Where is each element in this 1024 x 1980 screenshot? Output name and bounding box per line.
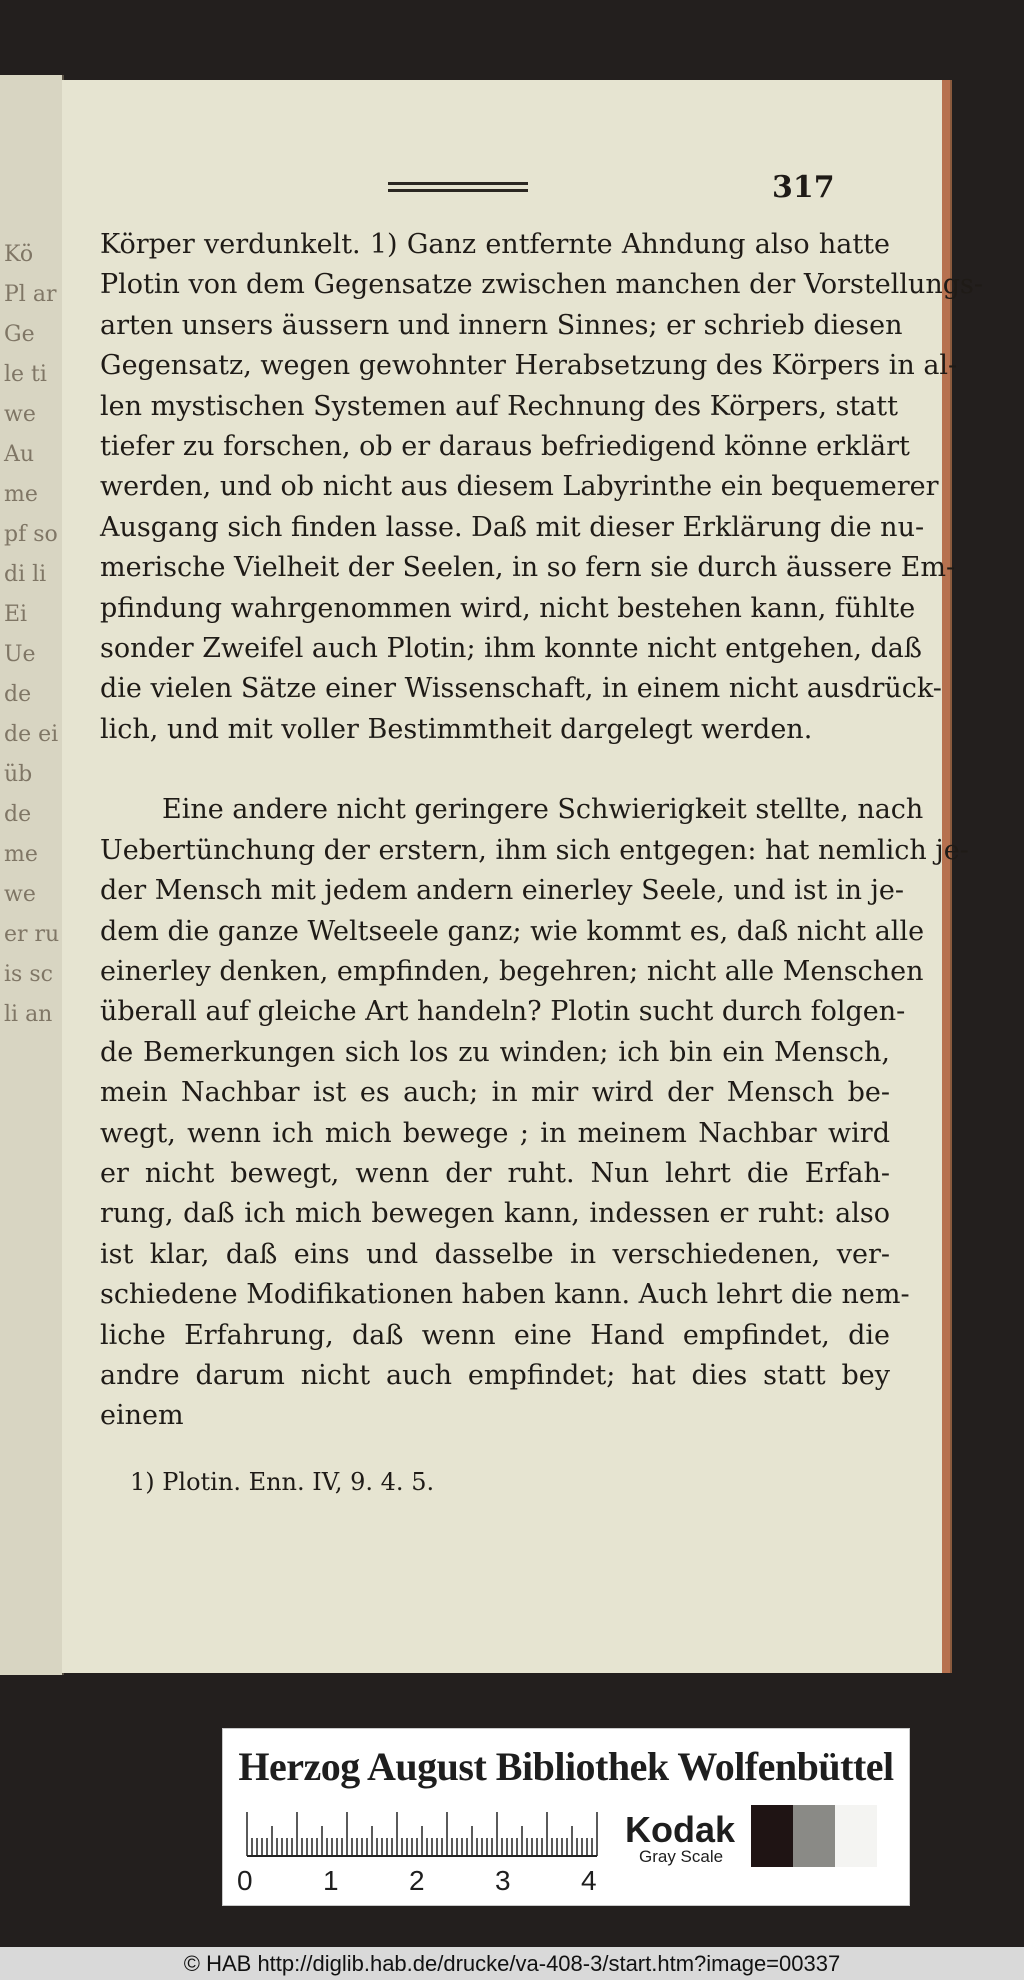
ruler-number: 2 bbox=[409, 1865, 425, 1896]
gray-swatch-light bbox=[835, 1805, 877, 1867]
text-line: einerley denken, empfinden, begehren; nicht alle Menschen bbox=[100, 955, 924, 987]
text-line: schiedene Modifikationen haben kann. Auch lehrt die nem- bbox=[100, 1279, 910, 1311]
book-page bbox=[62, 80, 983, 1673]
header-rule bbox=[388, 182, 528, 192]
paragraph-1 bbox=[100, 225, 983, 750]
text-line: lich, und mit voller Bestimmtheit dargelegt werden. bbox=[100, 713, 813, 745]
color-target-card bbox=[222, 1728, 910, 1906]
text-line: überall auf gleiche Art handeln? Plotin sucht durch folgen- bbox=[100, 996, 906, 1028]
text-line: merische Vielheit der Seelen, in so fern sie durch äussere Em- bbox=[100, 552, 956, 584]
footnote: 1) Plotin. Enn. IV, 9. 4. 5. bbox=[130, 1468, 435, 1496]
paragraph-2 bbox=[100, 790, 969, 1396]
ruler-scale bbox=[247, 1809, 617, 1857]
text-line: Ausgang sich finden lasse. Daß mit dieser Erklärung die nu- bbox=[100, 511, 925, 543]
page-body bbox=[100, 225, 983, 1437]
ruler-number: 3 bbox=[495, 1865, 511, 1896]
page-number: 317 bbox=[772, 170, 835, 205]
gray-swatch-dark bbox=[751, 1805, 793, 1867]
text-line: Uebertünchung der erstern, ihm sich entgegen: hat nemlich je- bbox=[100, 834, 969, 866]
text-line: er nicht bewegt, wenn der ruht. Nun lehrt die Erfah- bbox=[100, 1157, 890, 1189]
text-line: wegt, wenn ich mich bewege ; in meinem Nachbar wird bbox=[100, 1117, 890, 1149]
text-line: dem die ganze Weltseele ganz; wie kommt es, daß nicht alle bbox=[100, 915, 925, 947]
text-line: len mystischen Systemen auf Rechnung des Körpers, statt bbox=[100, 390, 899, 422]
kodak-logo: Kodak bbox=[625, 1809, 736, 1850]
text-line: Gegensatz, wegen gewohnter Herabsetzung des Körpers in al- bbox=[100, 350, 958, 382]
text-line: die vielen Sätze einer Wissenschaft, in einem nicht ausdrück- bbox=[100, 673, 942, 705]
ruler-number: 1 bbox=[323, 1865, 339, 1896]
library-title: Herzog August Bibliothek Wolfenbüttel bbox=[238, 1744, 894, 1789]
text-line: Plotin von dem Gegensatze zwischen manchen der Vorstellungs- bbox=[100, 269, 983, 301]
text-line: Eine andere nicht geringere Schwierigkeit stellte, nach bbox=[162, 794, 924, 826]
text-line: rung, daß ich mich bewegen kann, indessen er ruht: also bbox=[100, 1198, 890, 1230]
text-line: Körper verdunkelt. 1) Ganz entfernte Ahndung also hatte bbox=[100, 229, 890, 260]
text-line: pfindung wahrgenommen wird, nicht bestehen kann, fühlte bbox=[100, 592, 916, 624]
kodak-gray-scale-label: Gray Scale bbox=[639, 1847, 724, 1866]
text-line: andre darum nicht auch empfindet; hat dies statt bey bbox=[100, 1359, 890, 1391]
ruler-number: 4 bbox=[581, 1865, 597, 1896]
catchword: einem bbox=[100, 1400, 184, 1432]
text-line: tiefer zu forschen, ob er daraus befriedigend könne erklärt bbox=[100, 431, 910, 463]
facing-page-edge bbox=[0, 75, 64, 1675]
text-line: der Mensch mit jedem andern einerley Seele, und ist in je- bbox=[100, 875, 905, 907]
gray-swatch-mid bbox=[793, 1805, 835, 1867]
facing-page-text: Kö Pl ar Ge le ti we Au me pf so di li Ei Ue de de ei üb de me we er ru is sc li an bbox=[4, 242, 60, 1027]
text-line: liche Erfahrung, daß wenn eine Hand empfindet, die bbox=[100, 1319, 890, 1351]
text-line: mein Nachbar ist es auch; in mir wird der Mensch be- bbox=[100, 1077, 890, 1109]
ruler-numbers bbox=[237, 1865, 657, 1899]
copyright-footer: © HAB http://diglib.hab.de/drucke/va-408-3/start.htm?image=00337 bbox=[0, 1947, 1024, 1980]
text-line: werden, und ob nicht aus diesem Labyrinthe ein bequemerer bbox=[100, 471, 939, 503]
ruler-number: 0 bbox=[237, 1865, 253, 1896]
text-line: de Bemerkungen sich los zu winden; ich bin ein Mensch, bbox=[100, 1036, 890, 1068]
text-line: sonder Zweifel auch Plotin; ihm konnte nicht entgehen, daß bbox=[100, 633, 922, 665]
text-line: ist klar, daß eins und dasselbe in verschiedenen, ver- bbox=[100, 1238, 890, 1270]
text-line: arten unsers äussern und innern Sinnes; er schrieb diesen bbox=[100, 309, 903, 341]
